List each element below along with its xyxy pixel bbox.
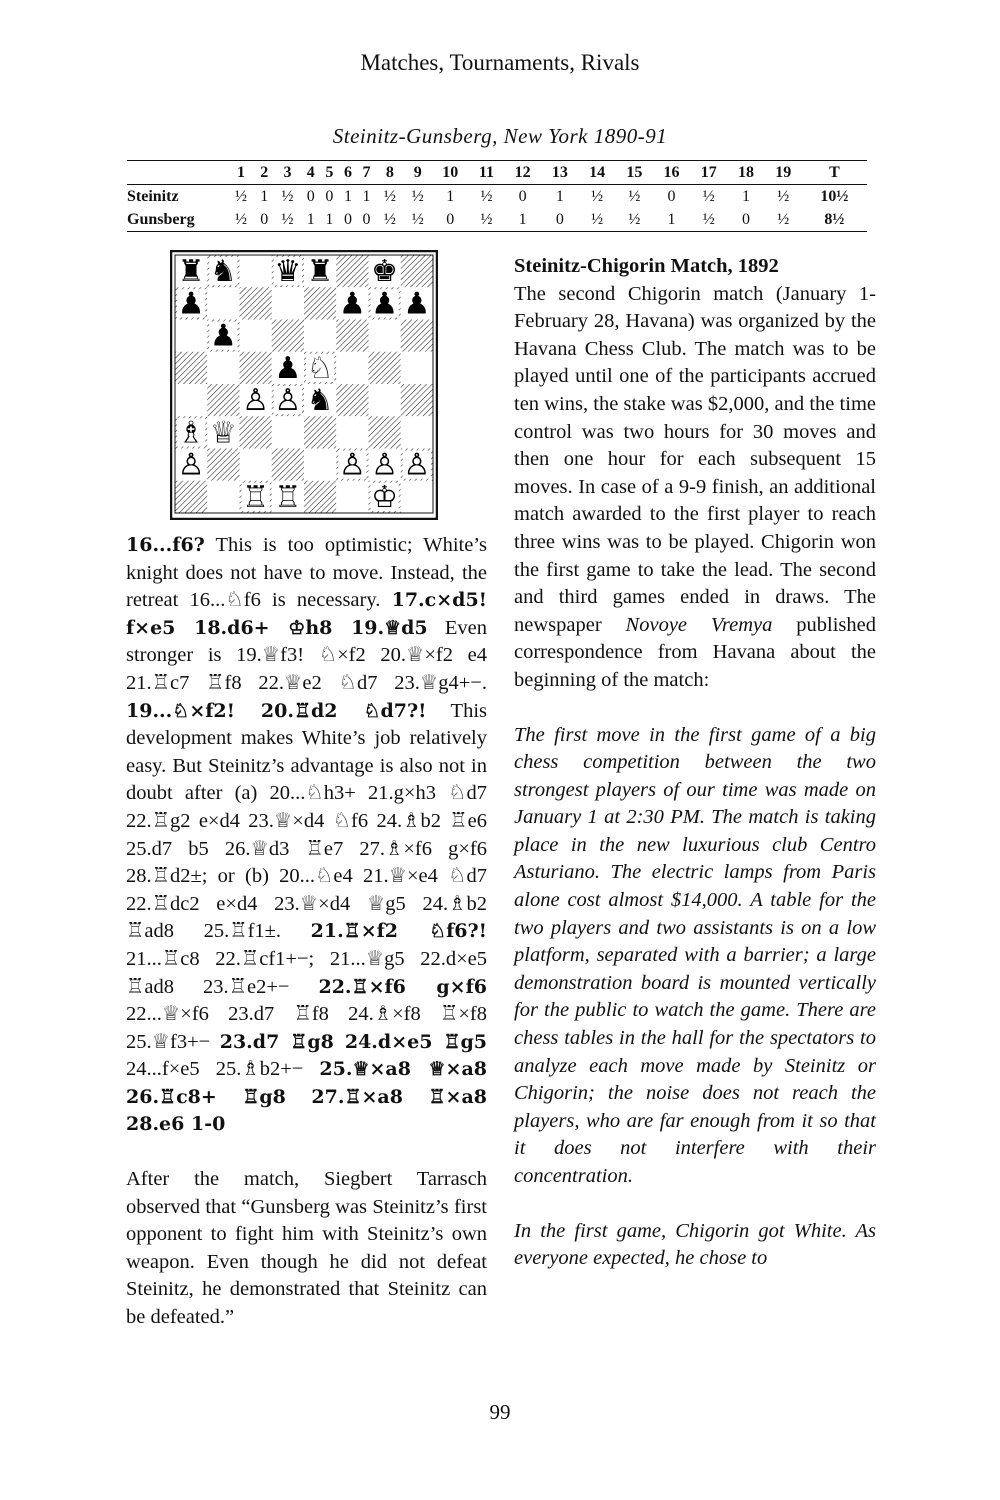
header-blank xyxy=(127,161,227,185)
header-cell: 8 xyxy=(376,161,404,185)
annotation-text: This development makes White’s job relatively easy. But Steinitz’s advantage is also not in doubt after (a) 20...♘h3+ 21.g×h3 ♘d7 22.♖g2 e×d4 23.♕×d4 ♘f6 24.♗b2 ♖e6 25.d7 b5 26.♕d3 ♖e7 27.♗×f6 g×f6 28.♖d2±; or (b) 20...♘e4 21.♕×e4 ♘d7 22.♖dc2 e×d4 23.♕×d4 ♕g5 24.♗b2 ♖ad8 25.♖f1±. xyxy=(126,699,487,943)
header-cell: 6 xyxy=(339,161,358,185)
score-cell: 0 xyxy=(339,208,358,232)
quote-paragraph-1: The first move in the first game of a big chess competition between the two strongest players of our time was made on January 1 at 2:30 PM. The match is taking place in the new luxurious club Centro Asturiano. The electric lamps from Paris alone cost almost $14,000. A table for the two players and two assistants is on a low platform, separated with a barrier; a large demonstration board is mounted vertically for the public to watch the game. There are chess tables in the hall for the spectators to analyze each move made by Steinitz or Chigorin; the noise does not reach the players, who are far enough from it so that it does not interfere with their concentration. xyxy=(514,723,876,1187)
light-square xyxy=(304,320,336,352)
dark-square xyxy=(240,416,272,448)
match-text-a: The second Chigorin match (January 1-February 28, Havana) was organized by the Havana Chess Club. The match was to be played until one of the participants accrued ten wins, the stake was $2,000, and the time control was two hours for 30 moves and then one hour for each subsequent 15 moves. In case of a 9-9 finish, an additional match awarded to the first player to reach three wins was to be played. Chigorin won the first game to take the lead. The second and third games ended in draws. The newspaper xyxy=(514,282,876,636)
score-cell: ½ xyxy=(628,187,641,205)
dark-square xyxy=(272,449,304,481)
light-square xyxy=(369,320,401,352)
score-cell: ½ xyxy=(690,208,727,232)
match-text-b: published correspondence from Havana about the beginning of the match: xyxy=(514,613,876,691)
dark-square xyxy=(401,384,433,416)
table-row xyxy=(127,185,867,209)
black-pawn-icon: ♟ xyxy=(403,286,431,322)
white-pawn-icon: ♙ xyxy=(177,447,205,483)
light-square xyxy=(401,481,433,513)
score-cell: 0 xyxy=(306,187,315,205)
white-bishop-icon: ♗ xyxy=(177,415,205,451)
score-cell: ½ xyxy=(281,187,294,205)
dark-square xyxy=(336,320,368,352)
light-square xyxy=(207,287,239,319)
annotation-text: 21...♖c8 22.♖cf1+−; 21...♕g5 22.d×e5 ♖ad8 23.♖e2+− xyxy=(126,947,487,998)
page-number: 99 xyxy=(489,1400,511,1424)
tarrasch-paragraph: After the match, Siegbert Tarrasch observed that “Gunsberg was Steinitz’s first opponent to fight him with Steinitz’s own weapon. Even though he did not defeat Steinitz, he demonstrated that Steinitz can be defeated.” xyxy=(126,1168,487,1329)
left-column xyxy=(126,532,487,1332)
black-rook-icon: ♜ xyxy=(306,254,334,290)
light-square xyxy=(240,255,272,287)
light-square xyxy=(207,481,239,513)
dark-square xyxy=(304,416,336,448)
score-cell: ½ xyxy=(777,187,790,205)
score-cell: ½ xyxy=(616,208,653,232)
section-heading: Steinitz-Chigorin Match, 1892 xyxy=(514,255,779,277)
header-cell: 1 xyxy=(227,161,255,185)
score-cell: ½ xyxy=(702,187,715,205)
header-cell: 13 xyxy=(541,161,578,185)
black-pawn-icon: ♟ xyxy=(371,286,399,322)
white-pawn-icon: ♙ xyxy=(242,383,270,419)
header-cell: 14 xyxy=(579,161,616,185)
score-cell: ½ xyxy=(274,208,302,232)
game-move: 22.♖×f6 g×f6 xyxy=(318,975,487,998)
light-square xyxy=(240,449,272,481)
score-cell: ½ xyxy=(579,208,616,232)
black-pawn-icon: ♟ xyxy=(177,286,205,322)
annotation-text: 24...f×e5 25.♗b2+− xyxy=(126,1058,320,1081)
header-cell: 15 xyxy=(616,161,653,185)
dark-square xyxy=(401,320,433,352)
score-cell: 0 xyxy=(255,208,274,232)
score-cell: 1 xyxy=(301,208,320,232)
dark-square xyxy=(272,320,304,352)
black-rook-icon: ♜ xyxy=(177,254,205,290)
light-square xyxy=(240,320,272,352)
black-knight-icon: ♞ xyxy=(209,254,237,290)
dark-square xyxy=(401,255,433,287)
table-title: Steinitz-Gunsberg, New York 1890-91 xyxy=(332,124,668,148)
game-move: 19...♘×f2! 20.♖d2 ♘d7?! xyxy=(126,699,427,722)
score-cell: ½ xyxy=(404,208,432,232)
dark-square xyxy=(369,352,401,384)
dark-square xyxy=(207,449,239,481)
annotation-text: 22...♕×f6 23.d7 ♖f8 24.♗×f8 ♖×f8 25.♕f3+− xyxy=(126,1003,487,1053)
dark-square xyxy=(369,416,401,448)
score-cell: 1 xyxy=(320,208,339,232)
score-cell: 1 xyxy=(343,187,352,205)
light-square xyxy=(336,416,368,448)
total-cell: 8½ xyxy=(802,208,867,232)
game-move: 25.♕×a8 ♕×a8 26.♖c8+ ♖g8 27.♖×a8 ♖×a8 28.e6 1-0 xyxy=(126,1058,487,1136)
score-cell: 0 xyxy=(325,187,334,205)
header-cell: 16 xyxy=(653,161,690,185)
score-table xyxy=(127,160,867,232)
header-cell: 12 xyxy=(504,161,541,185)
header-cell: 2 xyxy=(255,161,274,185)
white-pawn-icon: ♙ xyxy=(338,447,366,483)
score-cell: 1 xyxy=(653,208,690,232)
dark-square xyxy=(336,384,368,416)
light-square xyxy=(401,416,433,448)
score-cell: ½ xyxy=(469,208,504,232)
score-cell: 0 xyxy=(357,208,376,232)
dark-square xyxy=(304,481,336,513)
header-cell: 18 xyxy=(727,161,764,185)
light-square xyxy=(336,481,368,513)
score-table-header-row xyxy=(127,161,867,185)
score-cell: ½ xyxy=(376,208,404,232)
white-rook-icon: ♖ xyxy=(274,479,302,515)
game-annotation xyxy=(126,532,487,1139)
header-cell: 5 xyxy=(320,161,339,185)
player-name: Steinitz xyxy=(127,187,179,205)
black-knight-icon: ♞ xyxy=(306,383,334,419)
annotation-text: This is too optimistic; White’s knight does not have to move. Instead, the retreat 16...♘f6 is necessary. xyxy=(126,534,487,612)
score-cell: 0 xyxy=(727,208,764,232)
score-cell: 1 xyxy=(446,187,455,205)
score-cell: 1 xyxy=(260,187,269,205)
header-cell: 9 xyxy=(404,161,432,185)
score-cell: 0 xyxy=(667,187,676,205)
table-row xyxy=(127,208,867,232)
white-rook-icon: ♖ xyxy=(242,479,270,515)
header-cell: 11 xyxy=(469,161,504,185)
score-cell: 1 xyxy=(555,187,564,205)
dark-square xyxy=(240,287,272,319)
newspaper-name: Novoye Vremya xyxy=(625,613,773,636)
light-square xyxy=(336,352,368,384)
header-cell: 19 xyxy=(765,161,802,185)
game-move: 21.♖×f2 ♘f6?! xyxy=(310,920,488,943)
header-cell: 17 xyxy=(690,161,727,185)
right-column xyxy=(514,253,876,1273)
running-head: Matches, Tournaments, Rivals xyxy=(360,50,640,75)
light-square xyxy=(369,384,401,416)
score-cell: ½ xyxy=(383,187,396,205)
score-cell: 1 xyxy=(504,208,541,232)
dark-square xyxy=(304,287,336,319)
black-king-icon: ♚ xyxy=(371,254,399,290)
light-square xyxy=(175,384,207,416)
score-cell: ½ xyxy=(765,208,802,232)
game-move: 23.d7 ♖g8 24.d×e5 ♖g5 xyxy=(219,1030,487,1053)
total-cell: 10½ xyxy=(820,187,849,205)
dark-square xyxy=(175,481,207,513)
dark-square xyxy=(336,255,368,287)
header-cell: T xyxy=(802,161,867,185)
score-cell: 0 xyxy=(541,208,578,232)
white-king-icon: ♔ xyxy=(371,479,399,515)
dark-square xyxy=(207,384,239,416)
score-cell: 0 xyxy=(432,208,469,232)
header-cell: 4 xyxy=(301,161,320,185)
white-pawn-icon: ♙ xyxy=(274,383,302,419)
score-cell: ½ xyxy=(591,187,604,205)
score-table-body xyxy=(127,185,867,232)
chess-diagram xyxy=(170,250,438,520)
score-cell: ½ xyxy=(480,187,493,205)
score-cell: ½ xyxy=(411,187,424,205)
light-square xyxy=(272,287,304,319)
white-knight-icon: ♘ xyxy=(306,350,334,386)
dark-square xyxy=(240,352,272,384)
white-pawn-icon: ♙ xyxy=(371,447,399,483)
black-queen-icon: ♛ xyxy=(274,254,302,290)
black-pawn-icon: ♟ xyxy=(338,286,366,322)
quote-paragraph-2: In the first game, Chigorin got White. As everyone expected, he chose to xyxy=(514,1219,876,1270)
header-cell: 7 xyxy=(357,161,376,185)
dark-square xyxy=(175,352,207,384)
light-square xyxy=(175,320,207,352)
score-cell: ½ xyxy=(227,208,255,232)
white-pawn-icon: ♙ xyxy=(403,447,431,483)
header-cell: 3 xyxy=(274,161,302,185)
game-move: 17.c×d5! f×e5 18.d6+ ♔h8 19.♕d5 xyxy=(126,589,487,639)
white-queen-icon: ♕ xyxy=(209,415,237,451)
light-square xyxy=(272,416,304,448)
score-cell: 1 xyxy=(741,187,750,205)
match-paragraph xyxy=(514,281,876,695)
annotation-text: Even stronger is 19.♕f3! ♘×f2 20.♕×f2 e4 21.♖c7 ♖f8 22.♕e2 ♘d7 23.♕g4+−. xyxy=(126,616,488,694)
game-move: 16...f6? xyxy=(126,534,205,556)
black-pawn-icon: ♟ xyxy=(209,318,237,354)
player-name: Gunsberg xyxy=(127,208,227,232)
light-square xyxy=(304,449,336,481)
score-cell: ½ xyxy=(234,187,247,205)
light-square xyxy=(207,352,239,384)
score-cell: 0 xyxy=(518,187,527,205)
chess-board xyxy=(170,250,438,520)
light-square xyxy=(401,352,433,384)
black-pawn-icon: ♟ xyxy=(274,350,302,386)
score-cell: 1 xyxy=(362,187,371,205)
header-cell: 10 xyxy=(432,161,469,185)
